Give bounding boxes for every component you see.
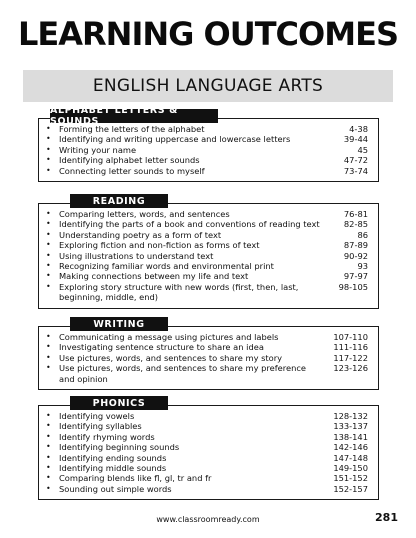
bullet-icon: • [46,411,51,420]
list-item [46,230,368,240]
page-range: 152-157 [333,483,368,494]
page-range: 73-74 [343,165,368,176]
page-range: 133-137 [333,421,368,432]
outcome-text: Identifying beginning sounds [59,442,180,453]
outcome-text: Comparing blends like fl, gl, tr and fr [59,473,212,484]
outcome-text: Identifying alphabet letter sounds [59,155,200,166]
list-item [46,209,368,219]
page-range: 90-92 [343,250,368,261]
list-item [46,411,368,421]
section-heading-alphabet: ALPHABET LETTERS & SOUNDS [50,109,218,123]
outcome-text: Making connections between my life and text [59,271,249,282]
page-range: 4-38 [349,124,368,134]
list-item [46,342,368,352]
list-item [46,251,368,261]
list-item [46,453,368,463]
outcome-list [46,209,368,303]
outcome-text: Communicating a message using pictures and labels [59,332,279,342]
page-range: 82-85 [343,219,368,230]
list-item [46,155,368,165]
list-item [46,473,368,483]
list-item [46,432,368,442]
bullet-icon: • [46,240,51,250]
bullet-icon: • [46,229,51,239]
page-range: 97-97 [343,271,368,282]
section-reading [38,203,379,309]
page-range: 123-126 [333,363,368,374]
page-number: 281 [375,511,398,524]
outcome-text: Exploring fiction and non-fiction as forms of text [59,240,260,251]
outcome-text: Identifying middle sounds [59,463,167,474]
outcome-text: Identifying syllables [59,421,142,432]
outcome-list [46,332,368,384]
page-range: 107-110 [333,332,368,342]
page-range: 149-150 [333,463,368,474]
footer-url: www.classroomready.com [156,515,260,524]
bullet-icon: • [46,332,51,341]
outcome-text: Using illustrations to understand text [59,250,214,261]
outcome-list [46,124,368,176]
bullet-icon: • [46,134,51,144]
bullet-icon: • [46,271,51,281]
bullet-icon: • [46,342,51,352]
section-heading-writing: WRITING [70,317,168,331]
bullet-icon: • [46,144,51,154]
bullet-icon: • [46,155,51,165]
outcome-list [46,411,368,494]
section-heading-reading: READING [70,194,168,208]
page-range: 45 [357,144,368,155]
list-item [46,134,368,144]
bullet-icon: • [46,124,51,133]
bullet-icon: • [46,473,51,483]
bullet-icon: • [46,250,51,260]
page-range: 117-122 [333,352,368,363]
bullet-icon: • [46,463,51,473]
outcome-text: Identifying vowels [59,411,135,421]
page-range: 39-44 [343,134,368,145]
list-item [46,271,368,281]
page-range: 111-116 [333,342,368,353]
bullet-icon: • [46,352,51,362]
list-item [46,166,368,176]
outcome-text: Identifying and writing uppercase and lowercase letters [59,134,291,145]
outcome-text: Comparing letters, words, and sentences [59,209,230,219]
list-item [46,219,368,229]
list-item [46,261,368,271]
bullet-icon: • [46,442,51,452]
list-item [46,484,368,494]
outcome-text: Connecting letter sounds to myself [59,165,205,176]
outcome-text: Identifying the parts of a book and conventions of reading text [59,219,320,230]
section-writing [38,326,379,390]
page-range: 151-152 [333,473,368,484]
outcome-text: Understanding poetry as a form of text [59,229,222,240]
page-range: 87-89 [343,240,368,251]
page-range: 128-132 [333,411,368,421]
outcome-text: Use pictures, words, and sentences to share my story [59,352,283,363]
page-range: 142-146 [333,442,368,453]
list-item [46,332,368,342]
list-item [46,442,368,452]
outcome-text: Writing your name [59,144,137,155]
outcome-text: Sounding out simple words [59,483,172,494]
bullet-icon: • [46,209,51,218]
list-item [46,282,368,303]
bullet-icon: • [46,363,51,373]
page-range: 93 [357,261,368,272]
list-item [46,240,368,250]
list-item [46,145,368,155]
outcome-text: Identifying ending sounds [59,452,167,463]
outcome-text: Use pictures, words, and sentences to share my preference and opinion [59,363,306,384]
list-item [46,421,368,431]
bullet-icon: • [46,165,51,175]
outcome-text: Recognizing familiar words and environmental print [59,261,274,272]
outcome-text: Exploring story structure with new words (first, then, last, beginning, middle, end) [59,281,299,303]
bullet-icon: • [46,483,51,493]
bullet-icon: • [46,452,51,462]
section-heading-phonics: PHONICS [70,396,168,410]
bullet-icon: • [46,421,51,431]
page-range: 147-148 [333,452,368,463]
section-phonics [38,405,379,500]
outcome-text: Identify rhyming words [59,431,155,442]
section-alphabet [38,118,379,182]
outcome-text: Forming the letters of the alphabet [59,124,205,134]
subject-heading: ENGLISH LANGUAGE ARTS [23,70,393,102]
page-range: 86 [357,229,368,240]
bullet-icon: • [46,219,51,229]
list-item [46,363,368,384]
bullet-icon: • [46,261,51,271]
page-title: LEARNING OUTCOMES [18,15,398,53]
outcome-text: Investigating sentence structure to share an idea [59,342,264,353]
list-item [46,353,368,363]
bullet-icon: • [46,431,51,441]
page-range: 76-81 [343,209,368,219]
bullet-icon: • [46,281,51,291]
list-item [46,463,368,473]
page-range: 98-105 [338,281,368,292]
page-range: 138-141 [333,431,368,442]
page-range: 47-72 [343,155,368,166]
